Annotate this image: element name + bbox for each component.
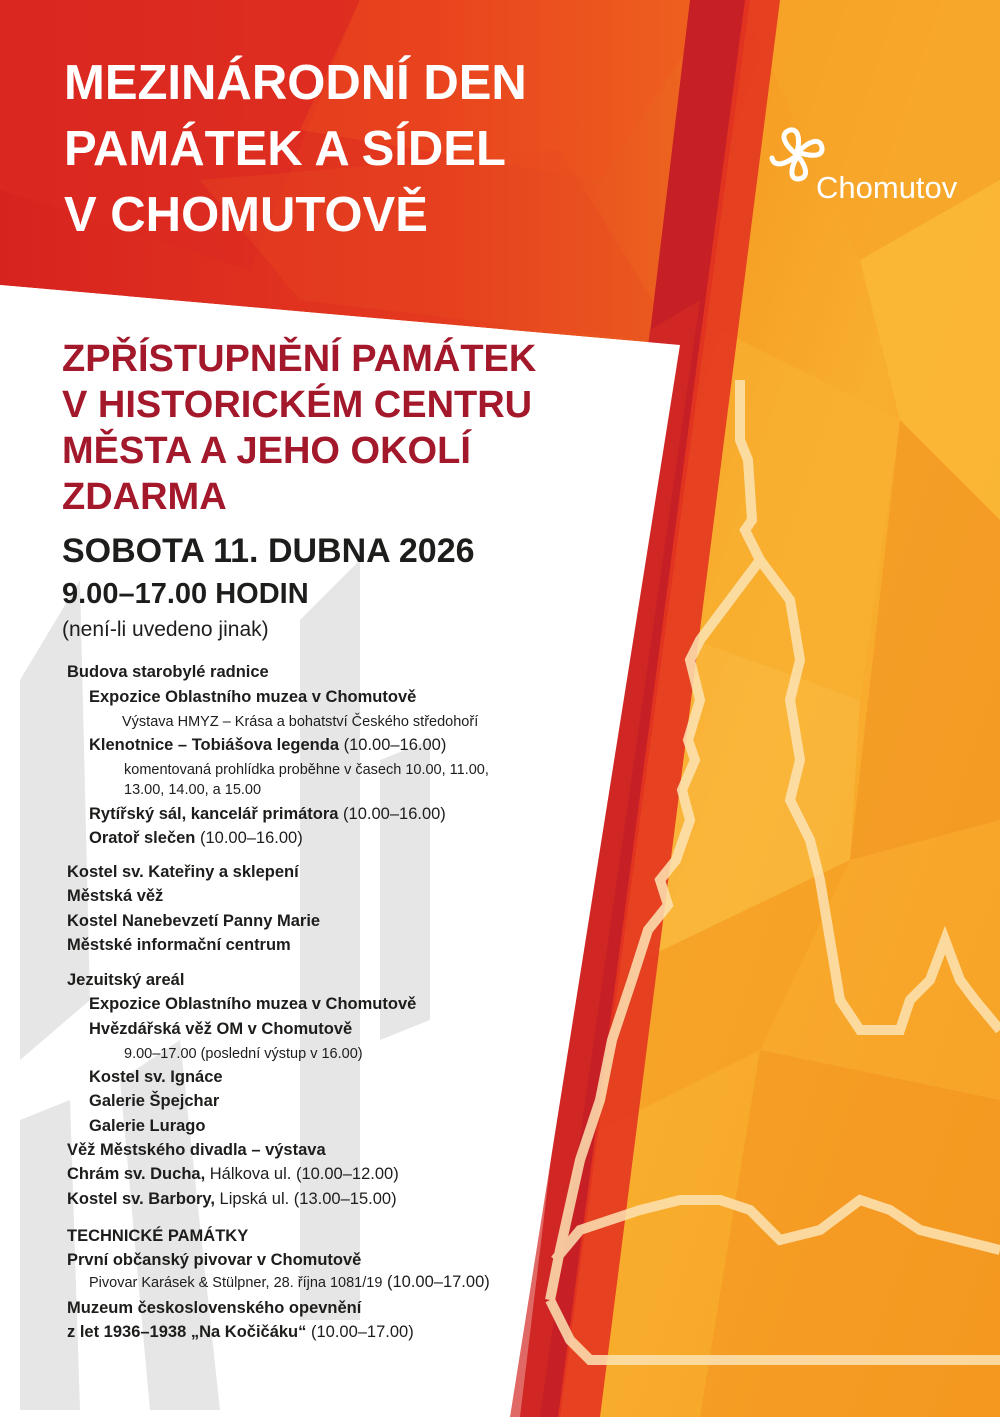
- list-item: Kostel sv. Kateřiny a sklepení: [67, 863, 299, 881]
- list-item: Kostel sv. Ignáce: [89, 1068, 223, 1086]
- list-item: Jezuitský areál: [67, 971, 185, 989]
- subtitle-line-2: V HISTORICKÉM CENTRU: [62, 384, 533, 426]
- item-time: (10.00–16.00): [195, 829, 303, 847]
- list-item: [89, 828, 303, 848]
- item-name: Oratoř slečen: [89, 829, 196, 847]
- item-detail: Lipská ul. (13.00–15.00): [214, 1190, 397, 1208]
- list-item: Muzeum československého opevnění: [67, 1299, 362, 1317]
- item-name: z let 1936–1938 „Na Kočičáku“: [67, 1323, 307, 1341]
- subtitle: [62, 336, 536, 520]
- list-item: Výstava HMYZ – Krása a bohatství Českého středohoří: [122, 714, 479, 730]
- section-heading: TECHNICKÉ PAMÁTKY: [67, 1227, 249, 1245]
- title-line-2: PAMÁTEK A SÍDEL: [64, 122, 506, 176]
- poster-title: [64, 50, 527, 248]
- event-hours: 9.00–17.00 HODIN: [62, 578, 309, 610]
- subtitle-line-1: ZPŘÍSTUPNĚNÍ PAMÁTEK: [62, 338, 537, 380]
- list-item: První občanský pivovar v Chomutově: [67, 1251, 362, 1269]
- list-item: [89, 735, 446, 755]
- item-time: (10.00–17.00): [306, 1323, 414, 1341]
- logo-text: Chomutov: [816, 170, 958, 205]
- event-note: (není-li uvedeno jinak): [62, 618, 269, 641]
- list-item: [67, 1189, 397, 1209]
- list-item: Expozice Oblastního muzea v Chomutově: [89, 995, 417, 1013]
- list-item: Věž Městského divadla – výstava: [67, 1141, 326, 1159]
- event-date: SOBOTA 11. DUBNA 2026: [62, 532, 475, 570]
- subtitle-line-4: ZDARMA: [62, 476, 227, 518]
- title-line-3: V CHOMUTOVĚ: [64, 188, 428, 242]
- item-name: Kostel sv. Barbory,: [67, 1190, 215, 1208]
- list-item: [67, 1164, 399, 1184]
- item-time: (10.00–17.00): [382, 1273, 490, 1291]
- item-detail: Hálkova ul. (10.00–12.00): [205, 1165, 399, 1183]
- list-item: [89, 804, 446, 824]
- list-item: komentovaná prohlídka proběhne v časech 10.00, 11.00,: [124, 762, 489, 778]
- list-item: Kostel Nanebevzetí Panny Marie: [67, 912, 321, 930]
- list-item: Galerie Špejchar: [89, 1092, 220, 1110]
- list-item: Městská věž: [67, 887, 164, 905]
- item-time: (10.00–16.00): [338, 805, 446, 823]
- item-time: (10.00–16.00): [339, 736, 447, 754]
- subtitle-line-3: MĚSTA A JEHO OKOLÍ: [62, 430, 471, 472]
- title-line-1: MEZINÁRODNÍ DEN: [64, 56, 527, 110]
- item-name: Chrám sv. Ducha,: [67, 1165, 206, 1183]
- item-address: Pivovar Karásek & Stülpner, 28. října 1081/19: [89, 1275, 383, 1291]
- list-item: Budova starobylé radnice: [67, 663, 269, 681]
- chomutov-logo: [768, 124, 978, 214]
- list-item: Městské informační centrum: [67, 936, 291, 954]
- item-name: Rytířský sál, kancelář primátora: [89, 805, 339, 823]
- list-item: [67, 1322, 414, 1342]
- list-item: [89, 1272, 490, 1293]
- item-name: Klenotnice – Tobiášova legenda: [89, 736, 340, 754]
- list-item: Expozice Oblastního muzea v Chomutově: [89, 688, 417, 706]
- list-item: Hvězdářská věž OM v Chomutově: [89, 1020, 353, 1038]
- list-item: Galerie Lurago: [89, 1117, 206, 1135]
- list-item: 13.00, 14.00, a 15.00: [124, 782, 262, 798]
- list-item: 9.00–17.00 (poslední výstup v 16.00): [124, 1046, 363, 1062]
